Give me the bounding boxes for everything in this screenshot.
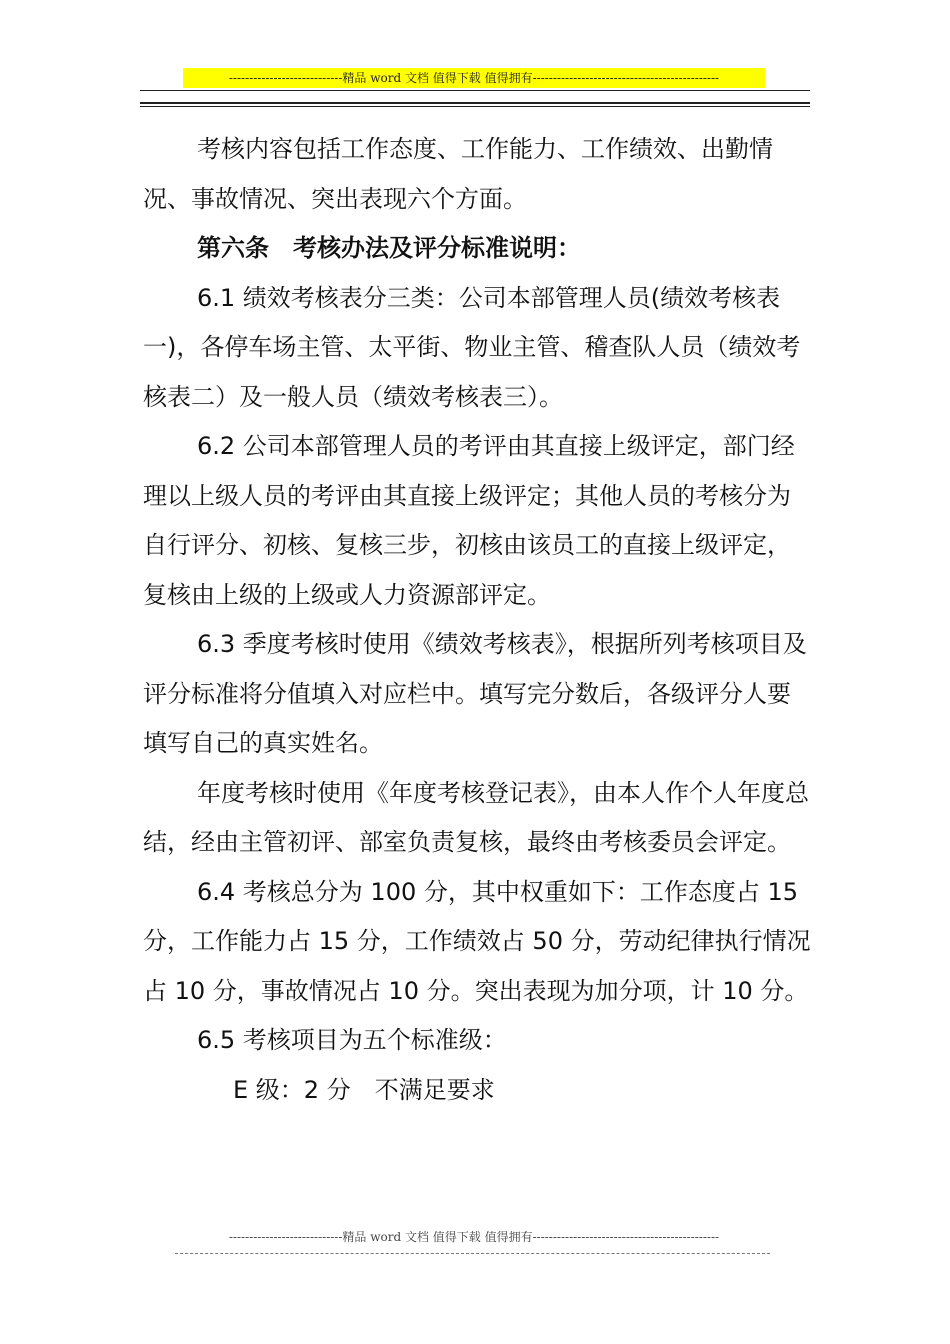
header-rule-bottom xyxy=(140,106,810,107)
footer-text: ----------------------------精品 word 文档 值得下载 值得拥有---------------------------------------------- xyxy=(228,1230,720,1244)
header-rule-thick xyxy=(140,102,810,104)
header-banner: ----------------------------精品 word 文档 值得下载 值得拥有---------------------------------------------- xyxy=(183,68,765,88)
level-e-item: E 级：2 分 不满足要求 xyxy=(233,1075,495,1104)
paragraph-6-1: 6.1 绩效考核表分三类：公司本部管理人员(绩效考核表一)，各停车场主管、太平街、物业主管、稽查队人员（绩效考核表二）及一般人员（绩效考核表三）。 xyxy=(143,283,801,411)
section-heading-article-6: 第六条 考核办法及评分标准说明： xyxy=(197,234,581,262)
paragraph-assessment-content: 考核内容包括工作态度、工作能力、工作绩效、出勤情况、事故情况、突出表现六个方面。 xyxy=(143,135,773,213)
paragraph-6-3: 6.3 季度考核时使用《绩效考核表》，根据所列考核项目及评分标准将分值填入对应栏中。填写完分数后，各级评分人要填写自己的真实姓名。 xyxy=(143,630,807,757)
paragraph-6-2: 6.2 公司本部管理人员的考评由其直接上级评定，部门经理以上级人员的考评由其直接上级评定；其他人员的考核分为自行评分、初核、复核三步，初核由该员工的直接上级评定，复核由上级的上级或人力资源部评定。 xyxy=(143,432,795,609)
document-body xyxy=(143,125,811,1115)
footer-dashed-rule xyxy=(175,1253,770,1254)
header-rule-top xyxy=(140,90,810,91)
paragraph-6-4: 6.4 考核总分为 100 分，其中权重如下：工作态度占 15 分，工作能力占 15 分，工作绩效占 50 分，劳动纪律执行情况占 10 分，事故情况占 10 分。突出表现为加分项，计 10 分。 xyxy=(143,877,811,1005)
paragraph-annual-assessment: 年度考核时使用《年度考核登记表》，由本人作个人年度总结，经由主管初评、部室负责复核，最终由考核委员会评定。 xyxy=(143,778,809,856)
paragraph-6-5: 6.5 考核项目为五个标准级： xyxy=(197,1026,507,1054)
